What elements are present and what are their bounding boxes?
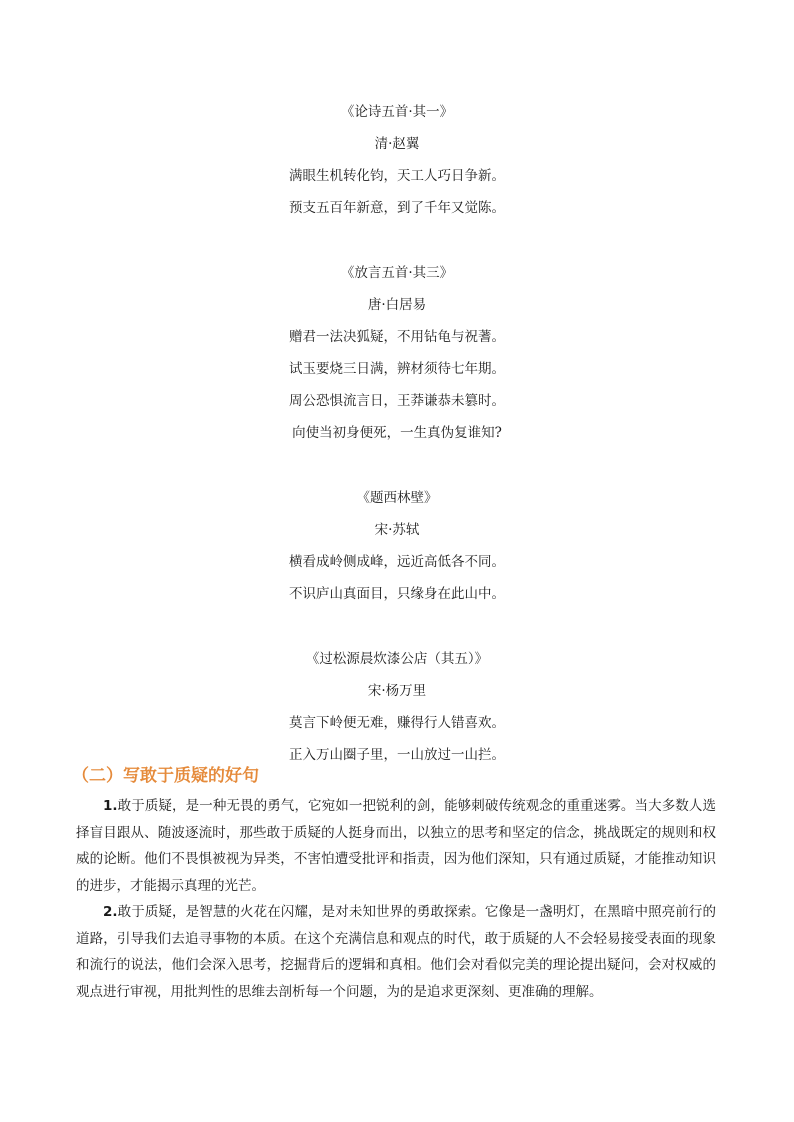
poem-title: 《放言五首·其三》	[340, 265, 454, 281]
paragraph-text: 敢于质疑，是智慧的火花在闪耀，是对未知世界的勇敢探索。它像是一盏明灯，在黑暗中照亮前行的道路，引导我们去追寻事物的本质。在这个充满信息和观点的时代，敢于质疑的人不会轻易接受表面的现象和流行的说法，他们会深入思考，挖掘背后的逻辑和真相。他们会对看似完美的理论提出疑问，会对权威的观点进行审视，用批判性的思维去剖析每一个问题，为的是追求更深刻、更准确的理解。	[76, 904, 716, 1000]
poem-author: 唐·白居易	[367, 297, 427, 313]
paragraph-text: 敢于质疑，是一种无畏的勇气，它宛如一把锐利的剑，能够刺破传统观念的重重迷雾。当大多数人选择盲目跟从、随波逐流时，那些敢于质疑的人挺身而出，以独立的思考和坚定的信念，挑战既定的规则和权威的论断。他们不畏惧被视为异类，不害怕遭受批评和指责，因为他们深知，只有通过质疑，才能推动知识的进步，才能揭示真理的光芒。	[76, 798, 716, 894]
poem-verse: 周公恐惧流言日，王莽谦恭未篡时。	[289, 393, 505, 409]
paragraph-number: 1.	[103, 798, 118, 814]
poem-verse: 赠君一法决狐疑，不用钻龟与祝蓍。	[289, 329, 505, 345]
poem-verse: 试玉要烧三日满，辨材须待七年期。	[289, 361, 505, 377]
poem-author: 清·赵翼	[374, 136, 420, 152]
poem-spacer	[0, 453, 794, 486]
poem-title: 《论诗五首·其一》	[340, 104, 454, 120]
paragraph-2	[76, 899, 716, 1005]
poem-verse: 满眼生机转化钧，天工人巧日争新。	[289, 168, 505, 184]
section-heading: （二）写敢于质疑的好句	[72, 766, 259, 786]
paragraph-number: 2.	[103, 904, 118, 920]
poem-title: 《题西林壁》	[356, 490, 438, 506]
poem-title: 《过松源晨炊漆公店（其五）》	[305, 651, 489, 667]
poem-verse: 向使当初身便死，一生真伪复谁知?	[292, 425, 502, 441]
good-sentences-section	[72, 763, 716, 1005]
poem-1	[0, 100, 794, 228]
poem-verse: 正入万山圈子里，一山放过一山拦。	[289, 747, 505, 763]
poem-verse: 不识庐山真面目，只缘身在此山中。	[289, 586, 505, 602]
poem-spacer	[0, 614, 794, 647]
poem-verse: 莫言下岭便无难，赚得行人错喜欢。	[289, 715, 505, 731]
poem-author: 宋·苏轼	[374, 522, 420, 538]
poem-verse: 横看成岭侧成峰，远近高低各不同。	[289, 554, 505, 570]
paragraph-1	[76, 793, 716, 899]
poem-author: 宋·杨万里	[367, 683, 427, 699]
poem-spacer	[0, 228, 794, 261]
poem-2	[0, 261, 794, 453]
poem-verse: 预支五百年新意，到了千年又觉陈。	[289, 200, 505, 216]
poem-3	[0, 486, 794, 614]
poem-list	[0, 100, 794, 775]
poem-4	[0, 647, 794, 775]
